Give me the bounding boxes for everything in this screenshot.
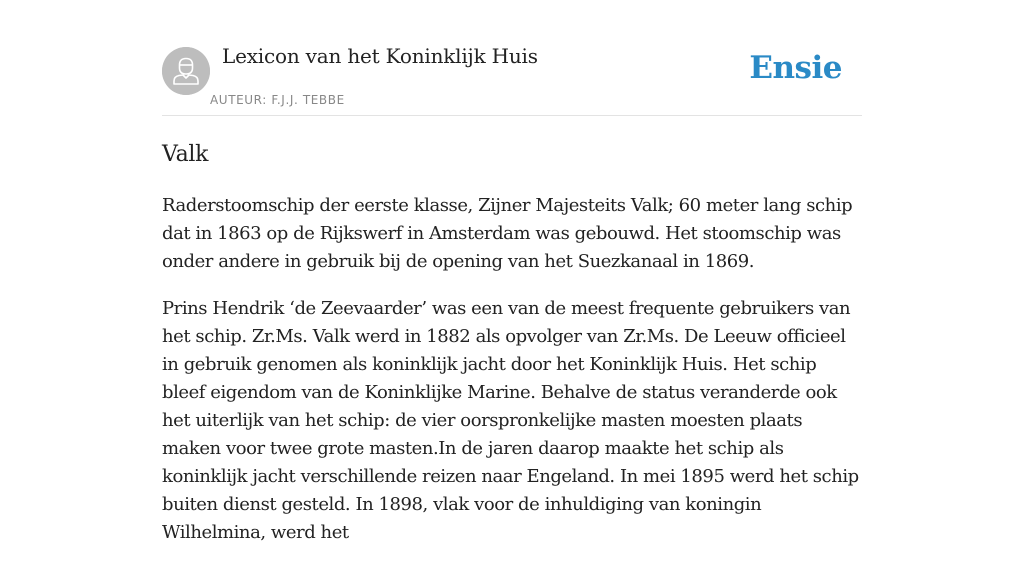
source-title[interactable]: Lexicon van het Koninklijk Huis (222, 44, 538, 68)
user-avatar-icon[interactable] (162, 47, 210, 95)
ensie-logo[interactable]: Ensie (749, 50, 842, 86)
article-title: Valk (162, 142, 209, 167)
header (162, 0, 862, 116)
paragraph: Prins Hendrik ‘de Zeevaarder’ was een van de meest frequente gebruikers van het schip. Zr.Ms. Valk werd in 1882 als opvolger van Zr.Ms. De Leeuw officieel in gebruik genomen als koninklijk jacht door het Koninklijk Huis. Het schip bleef eigendom van de Koninklijke Marine. Behalve de status veranderde ook het uiterlijk van het schip: de vier oorspronkelijke masten moesten plaats maken voor twee grote masten.In de jaren daarop maakte het schip als koninklijk jacht verschillende reizen naar Engeland. In mei 1895 werd het schip buiten dienst gesteld. In 1898, vlak voor de inhuldiging van koningin Wilhelmina, werd het (162, 298, 859, 543)
content-container (162, 0, 862, 566)
author-label: AUTEUR: F.J.J. TEBBE (210, 93, 345, 107)
article-body (162, 192, 862, 547)
paragraph: Raderstoomschip der eerste klasse, Zijner Majesteits Valk; 60 meter lang schip dat in 1863 op de Rijkswerf in Amsterdam was gebouwd. Het stoomschip was onder andere in gebruik bij de opening van het Suezkanaal in 1869. (162, 195, 853, 272)
